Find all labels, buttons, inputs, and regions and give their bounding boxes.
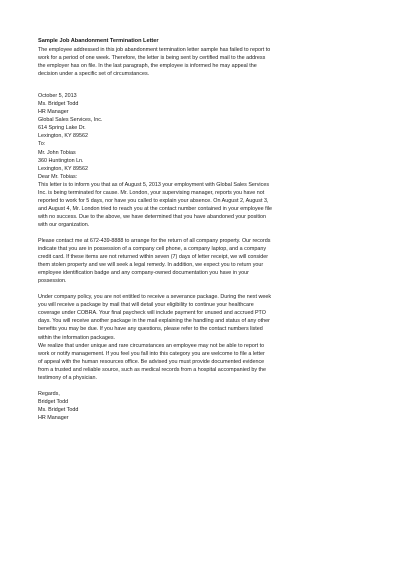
to-label: To: xyxy=(38,141,46,148)
text-line: and August 4, Mr. London tried to reach you at the contact number contained in your employee file xyxy=(38,205,273,212)
address-block xyxy=(38,92,367,181)
text-line: them stolen property and we will seek a legal remedy. In addition, we expect you to return your xyxy=(38,262,264,269)
text-line: you will receive a package by mail that will detail your eligibility to continue your healthcare xyxy=(38,302,254,309)
text-line: with no success. Due to the above, we have determined that you have abandoned your position xyxy=(38,213,267,220)
paragraph-termination xyxy=(38,181,367,229)
text-line: decision under a specific set of circumstances. xyxy=(38,71,150,78)
sender-title: HR Manager xyxy=(38,109,69,116)
text-line: Under company policy, you are not entitled to receive a severance package. During the next week xyxy=(38,294,272,301)
text-line: work or notify management. If you feel you fall into this category you are welcome to file a letter xyxy=(38,350,265,357)
text-line: benefits you may be due. If you have any questions, please refer to the contact numbers listed xyxy=(38,326,263,333)
text-line: within the information packages. xyxy=(38,334,116,341)
text-line: The employee addressed in this job abandonment termination letter sample has failed to report to xyxy=(38,47,271,53)
paragraph-benefits-appeal xyxy=(38,293,367,382)
text-line: with our organization. xyxy=(38,221,90,228)
text-line: from a trusted and reliable source, such as medical records from a hospital accompanied by the xyxy=(38,366,267,373)
text-line: We realize that under unique and rare circumstances an employee may not be able to report to xyxy=(38,342,265,349)
sender-city: Lexington, KY 89562 xyxy=(38,133,88,140)
intro-paragraph xyxy=(38,46,367,78)
recipient-street: 360 Huntington Ln. xyxy=(38,157,84,164)
closing-phrase: Regards, xyxy=(38,390,60,397)
closing-block xyxy=(38,390,367,422)
paragraph-property xyxy=(38,237,367,285)
text-line: testimony of a physician. xyxy=(38,374,98,381)
text-line: employee identification badge and any company-owned documentation you have in your xyxy=(38,270,249,277)
text-line: work for a period of one week. Therefore, the letter is being sent by certified mail to the address xyxy=(38,55,266,62)
signer-name: Ms. Bridget Todd xyxy=(38,406,79,413)
text-line: reported to work for 5 days, nor have you called to explain your absence. On August 2, August 3, xyxy=(38,197,269,204)
text-line: coverage under COBRA. Your final paycheck will include payment for unused and accrued PTO xyxy=(38,310,266,317)
recipient-city: Lexington, KY 89562 xyxy=(38,165,88,172)
recipient-name: Mr. John Tobias xyxy=(38,149,76,156)
text-line: indicate that you are in possession of a company cell phone, a company laptop, and a company xyxy=(38,246,267,253)
signer-title: HR Manager xyxy=(38,414,69,421)
text-line: possession. xyxy=(38,278,67,285)
sender-name: Ms. Bridget Todd xyxy=(38,101,79,108)
sender-company: Global Sales Services, Inc. xyxy=(38,117,103,124)
text-line: Inc. is being terminated for cause. Mr. London, your supervising manager, reports you have not xyxy=(38,189,265,196)
salutation: Dear Mr. Tobias: xyxy=(38,173,78,180)
text-line: Please contact me at 672-439-8888 to arrange for the return of all company property. Our records xyxy=(38,237,271,244)
text-line: credit card. If these items are not returned within seven (7) days of letter receipt, we will consider xyxy=(38,254,269,261)
letter-date: October 5, 2013 xyxy=(38,93,77,100)
text-line: of appeal with the human resources office. Be advised you must provide documented evidence xyxy=(38,358,265,365)
signature-name: Bridget Todd xyxy=(38,398,69,405)
text-line: This letter is to inform you that as of August 5, 2013 your employment with Global Sales Services xyxy=(38,181,270,188)
document-title: Sample Job Abandonment Termination Letter xyxy=(38,38,159,44)
sender-street: 614 Spring Lake Dr. xyxy=(38,125,86,132)
text-line: the employer has on file. In the last paragraph, the employee is informed he may appeal the xyxy=(38,63,257,70)
text-line: days. You will receive another package in the mail explaining the handling and status of any other xyxy=(38,318,270,325)
